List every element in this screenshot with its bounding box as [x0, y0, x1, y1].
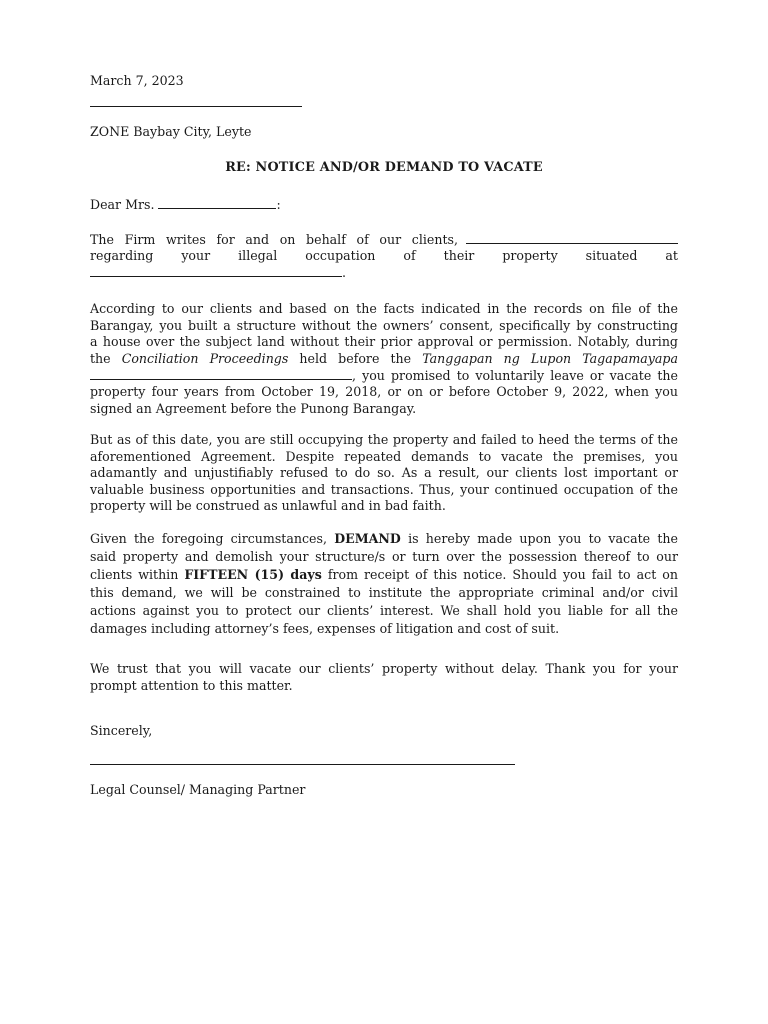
- p2-line2: Barangay, you built a structure without the owners’ consent, specifically by constructing: [90, 317, 678, 333]
- p2-line7: signed an Agreement before the Punong Barangay.: [90, 400, 417, 416]
- p4-line4: this demand, we will be constrained to institute the appropriate criminal and/or civil: [90, 585, 678, 600]
- p3-line2: aforementioned Agreement. Despite repeated demands to vacate the premises, you: [90, 448, 678, 464]
- p3-line1: But as of this date, you are still occupying the property and failed to heed the terms of the: [90, 432, 678, 447]
- letter-subject: RE: NOTICE AND/OR DEMAND TO VACATE: [225, 160, 543, 175]
- recipient-address: ZONE Baybay City, Leyte: [90, 124, 252, 139]
- letter-date: March 7, 2023: [90, 73, 184, 88]
- salutation: [90, 196, 281, 214]
- p1-line2: regarding your illegal occupation of their property situated at: [90, 247, 678, 263]
- p2-line1: According to our clients and based on the facts indicated in the records on file of the: [90, 301, 678, 316]
- p3-line3: adamantly and unjustifiably refused to do so. As a result, our clients lost important or: [90, 465, 678, 481]
- p2-line3: a house over the subject land without their prior approval or permission. Notably, during: [90, 334, 678, 350]
- paragraph-3: [90, 432, 678, 515]
- barangay-blank: [90, 367, 352, 380]
- lupon-term: Tanggapan ng Lupon Tagapamayapa: [422, 350, 678, 366]
- p5-line1: We trust that you will vacate our clients’ property without delay. Thank you for your: [90, 661, 678, 676]
- demand-emphasis: DEMAND: [334, 531, 401, 546]
- property-location-blank: [90, 264, 342, 277]
- recipient-blank: [158, 196, 276, 209]
- signature-line: [90, 764, 515, 765]
- paragraph-4: [90, 530, 678, 638]
- p4-line5: actions against you to protect our clients’ interest. We shall hold you liable for all the: [90, 603, 678, 618]
- p2-line4: the Conciliation Proceedings held before the Tanggapan ng Lupon Tagapamayapa: [90, 350, 678, 366]
- p1-line3-end: .: [342, 265, 347, 281]
- p2-line6: property four years from October 19, 2018, or on or before October 9, 2022, when you: [90, 383, 678, 399]
- paragraph-1: [90, 231, 678, 281]
- p1-line1: The Firm writes for and on behalf of our clients,: [90, 232, 458, 247]
- p3-line5: property will be construed as unlawful and in bad faith.: [90, 498, 446, 514]
- p3-line4: valuable business opportunities and transactions. Thus, your continued occupation of the: [90, 481, 678, 497]
- p4-line2: said property and demolish your structure/s or turn over the possession thereof to our: [90, 549, 678, 564]
- p2-line5: , you promised to voluntarily leave or vacate the: [352, 368, 678, 384]
- deadline-emphasis: FIFTEEN (15) days: [184, 567, 322, 582]
- signatory-title: Legal Counsel/ Managing Partner: [90, 782, 306, 797]
- salutation-prefix: Dear Mrs.: [90, 197, 159, 212]
- recipient-name-blank: [90, 106, 302, 107]
- p4-line3: clients within FIFTEEN (15) days from receipt of this notice. Should you fail to act on: [90, 567, 678, 582]
- p4-line6: damages including attorney’s fees, expenses of litigation and cost of suit.: [90, 621, 560, 636]
- clients-blank: [466, 231, 678, 244]
- p4-line1: Given the foregoing circumstances, DEMAND is hereby made upon you to vacate the: [90, 531, 678, 546]
- p5-line2: prompt attention to this matter.: [90, 677, 293, 693]
- salutation-suffix: :: [276, 197, 281, 212]
- paragraph-2: [90, 301, 678, 417]
- conciliation-term: Conciliation Proceedings: [121, 350, 289, 366]
- closing: Sincerely,: [90, 723, 153, 738]
- paragraph-5: [90, 661, 678, 694]
